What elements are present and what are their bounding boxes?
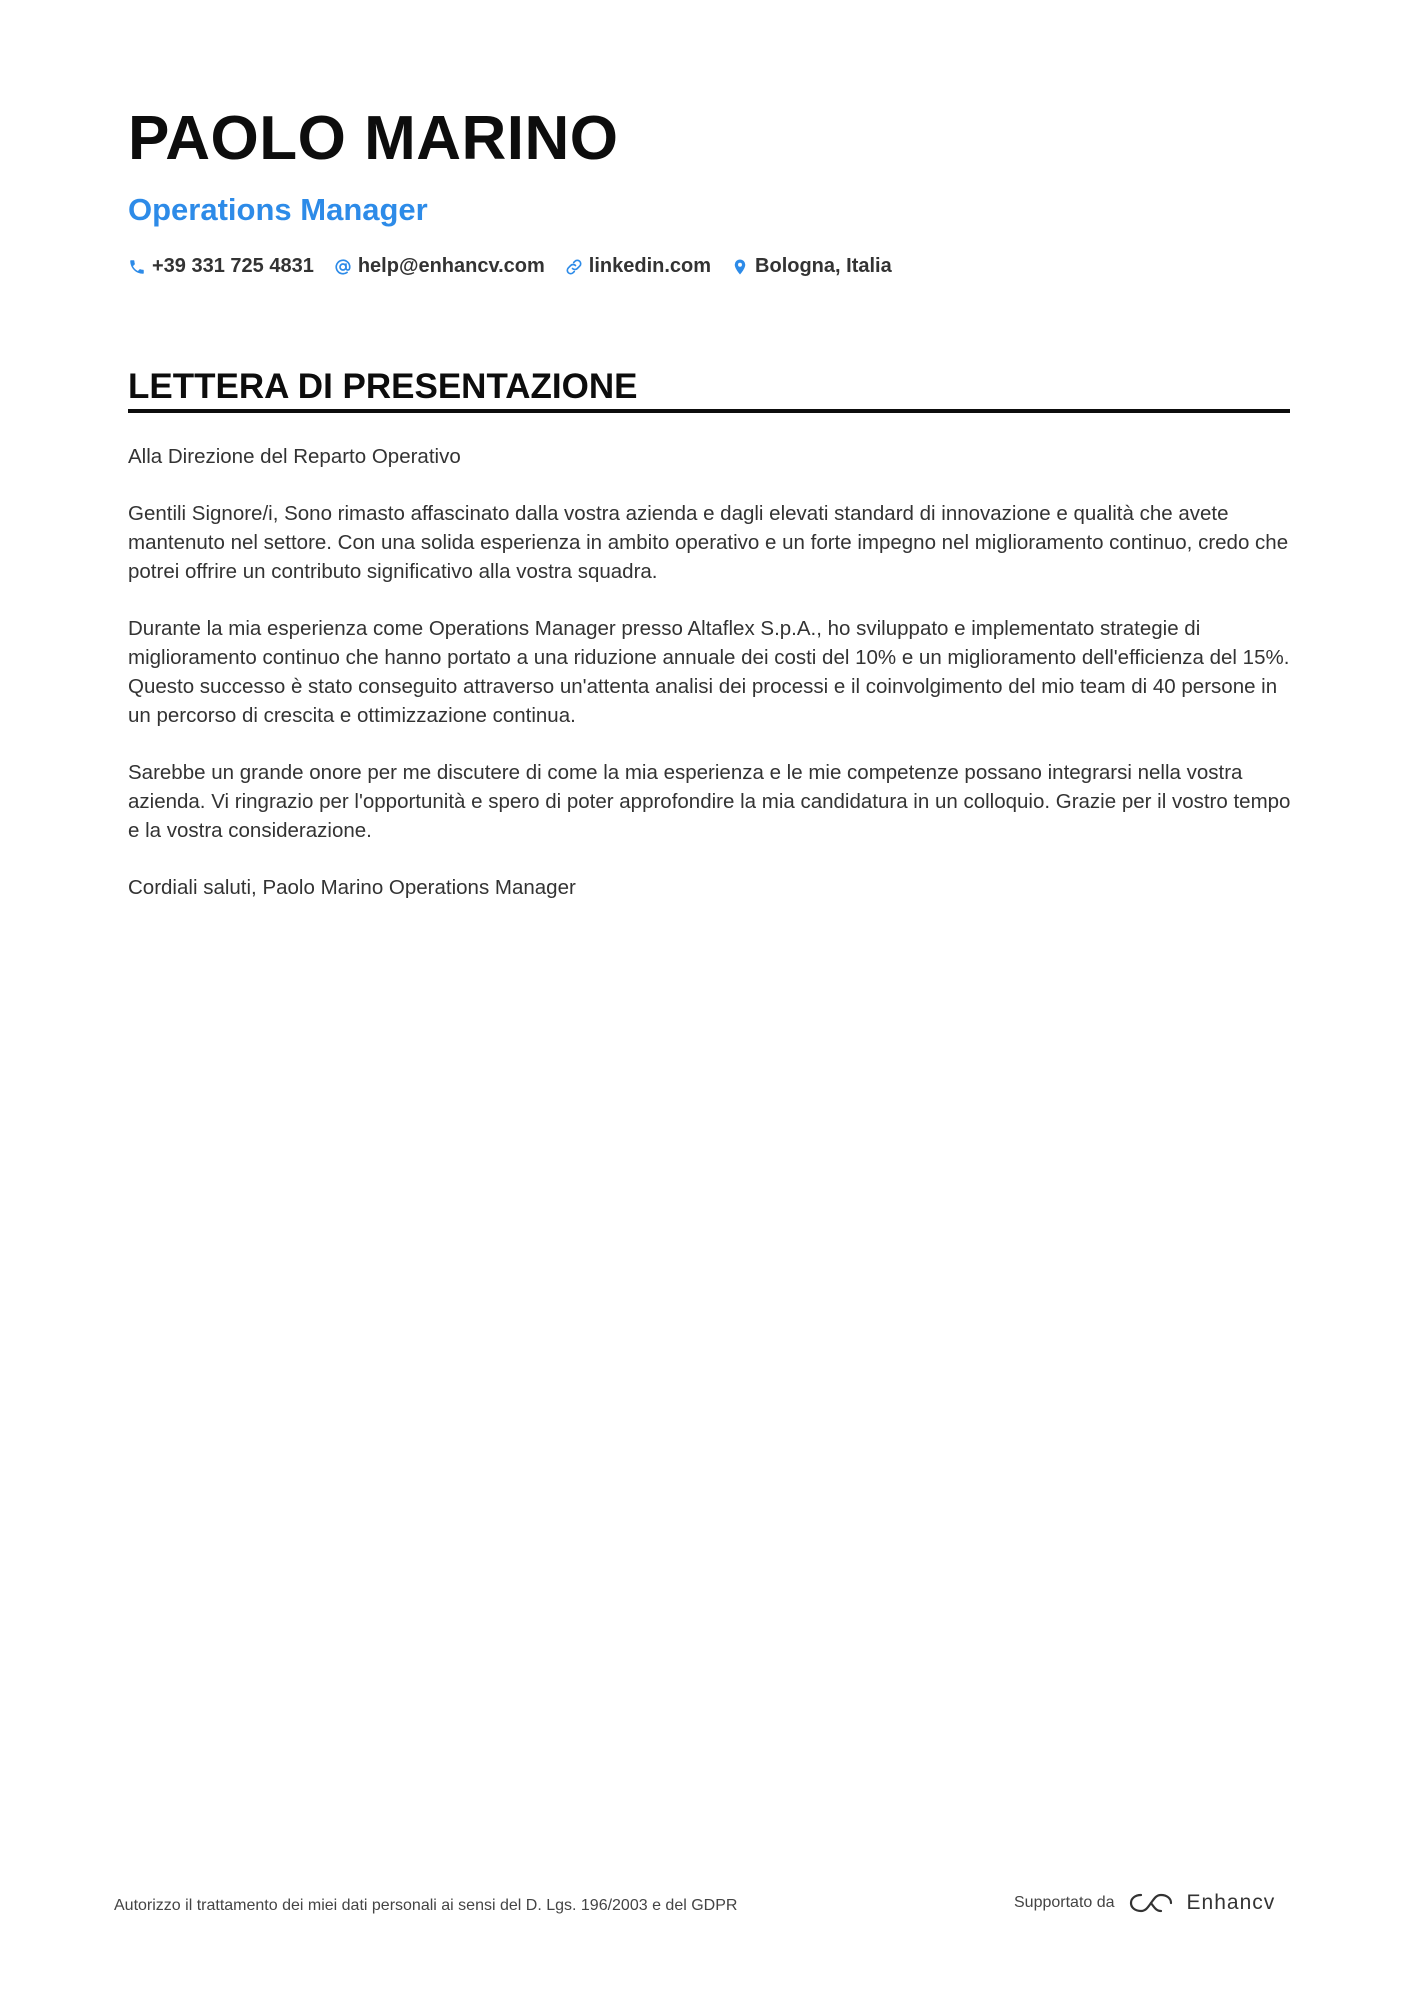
privacy-consent-note: Autorizzo il trattamento dei miei dati personali ai sensi del D. Lgs. 196/2003 e del GDPR <box>114 1897 738 1914</box>
email-text: help@enhancv.com <box>357 255 545 277</box>
letter-salutation: Alla Direzione del Reparto Operativo <box>128 445 461 468</box>
brand-name: Enhancv <box>1186 1891 1276 1914</box>
letter-paragraph: Durante la mia esperienza come Operations Manager presso Altaflex S.p.A., ho sviluppato e implementato strategie di miglioramento continuo che hanno portato a una riduzione annuale dei costi del 10% e un miglioramento dell'efficienza del 15%. Questo successo è stato conseguito attraverso un'attenta analisi dei processi e il coinvolgimento del mio team di 40 persone in un percorso di crescita e ottimizzazione continua. <box>128 617 1290 727</box>
letter-paragraph: Sarebbe un grande onore per me discutere di come la mia esperienza e le mie competenze possano integrarsi nella vostra azienda. Vi ringrazio per l'opportunità e spero di poter approfondire la mia candidatura in un colloquio. Grazie per il vostro tempo e la vostra considerazione. <box>128 761 1291 842</box>
section-divider <box>128 409 1290 413</box>
contact-phone[interactable] <box>128 255 314 278</box>
contact-location <box>731 255 892 278</box>
section-title: LETTERA DI PRESENTAZIONE <box>128 367 638 406</box>
location-text: Bologna, Italia <box>755 255 892 277</box>
contact-linkedin[interactable] <box>565 255 711 278</box>
letter-closing: Cordiali saluti, Paolo Marino Operations Manager <box>128 876 576 899</box>
letter-body <box>128 442 1293 930</box>
powered-by[interactable] <box>1014 1890 1275 1916</box>
enhancv-logo-icon <box>1127 1890 1175 1916</box>
contact-bar <box>128 255 892 278</box>
at-icon <box>334 258 352 276</box>
candidate-name: PAOLO MARINO <box>128 104 619 173</box>
phone-icon <box>128 258 146 276</box>
powered-by-label: Supportato da <box>1014 1894 1115 1911</box>
linkedin-text: linkedin.com <box>588 255 712 277</box>
candidate-title: Operations Manager <box>128 192 428 227</box>
contact-email[interactable] <box>334 255 545 278</box>
phone-text: +39 331 725 4831 <box>152 255 314 277</box>
link-icon <box>565 258 583 276</box>
letter-paragraph: Gentili Signore/i, Sono rimasto affascinato dalla vostra azienda e dagli elevati standard di innovazione e qualità che avete mantenuto nel settore. Con una solida esperienza in ambito operativo e un forte impegno nel miglioramento continuo, credo che potrei offrire un contributo significativo alla vostra squadra. <box>128 502 1289 583</box>
location-pin-icon <box>731 258 749 276</box>
